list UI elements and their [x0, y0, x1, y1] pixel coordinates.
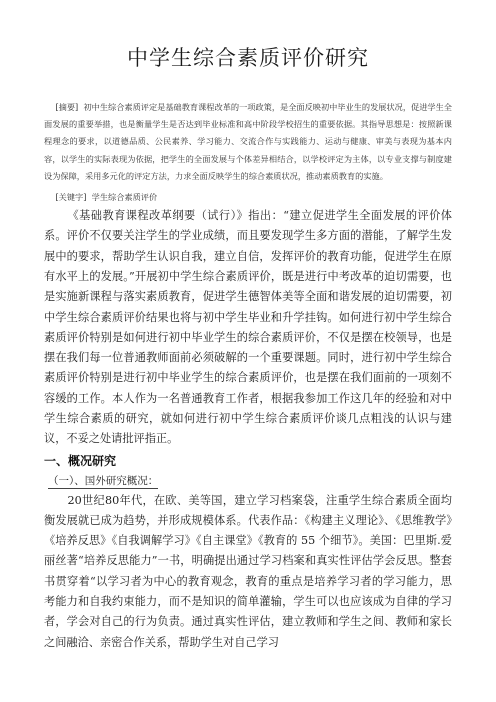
foreign-research-paragraph: 20世纪80年代，在欧、美等国，建立学习档案袋，注重学生综合素质全面均衡发展就已成为趋势，并形成规模体系。代表作品：《构建主义理论》、《思维教学》《培养反思》《自我调解学习》《自主课堂》《教育的 55 个细节》。美国：巴里斯.爱丽丝著“培养反思能力”一书，明确提出通过学习档案和真实性评估学会反思。整套书贯穿着“以学习者为中心的教育观念，教育的重点是培养学习者的学习能力，思考能力和自我约束能力，而不是知识的简单灌输，学生可以也应该成为自律的学习者，学会对自己的行为负责。通过真实性评估，建立教师和学生之间、教师和家长之间融洽、亲密合作关系，帮助学生对自己学习 [44, 493, 452, 649]
subsection-heading [44, 472, 452, 491]
document-title: 中学生综合素质评价研究 [127, 46, 369, 70]
section-heading: 一、概况研究 [44, 453, 117, 468]
subsection-heading-text: （一）、国外研究概况： [48, 474, 159, 487]
keywords-label: [关键字] [55, 192, 87, 203]
abstract-text: 初中生综合素质评定是基础教育课程改革的一项政策，是全面反映初中毕业生的发展状况，促进学生全面发展的重要举措，也是衡量学生是否达到毕业标准和高中阶段学校招生的重要依据。其指导思想是：按照新课程理念的要求，以道德品质、公民素养、学习能力、交流合作与实践能力、运动与健康、审美与表现为基本内容，以学生的实际表现为依据，把学生的全面发展与个体差异相结合，以学校评定为主体，以专业支撑与制度建设为保障，采用多元化的评定方法，力求全面反映学生的综合素质状况，推动素质教育的实施。 [44, 102, 452, 181]
intro-paragraph: 《基础教育课程改革纲要（试行）》指出：“建立促进学生全面发展的评价体系。评价不仅要关注学生的学业成绩，而且要发现学生多方面的潜能，了解学生发展中的要求，帮助学生认识自我，建立自信，发挥评价的教育功能，促进学生在原有水平上的发展。”开展初中学生综合素质评价，既是进行中考改革的迫切需要，也是实施新课程与落实素质教育，促进学生德智体美等全面和谐发展的迫切需要，初中学生综合素质评价结果也将与初中学生毕业和升学挂钩。如何进行初中学生综合素质评价特别是如何进行初中毕业学生的综合素质评价，不仅是摆在校领导，也是摆在我们每一位普通教师面前必须破解的一个重要课题。同时，进行初中学生综合素质评价特别是进行初中毕业学生的综合素质评价，也是摆在我们面前的一项刻不容缓的工作。本人作为一名普通教育工作者，根据我参加工作这几年的经验和对中学生综合素质的研究，就如何进行初中学生综合素质评价谈几点粗浅的认识与建议，不妥之处请批评指正。 [44, 209, 452, 446]
abstract-paragraph [44, 99, 452, 185]
keywords-text: 学生综合素质评价 [91, 192, 158, 203]
abstract-label: [摘要] [55, 102, 79, 112]
keywords-line [44, 189, 452, 206]
